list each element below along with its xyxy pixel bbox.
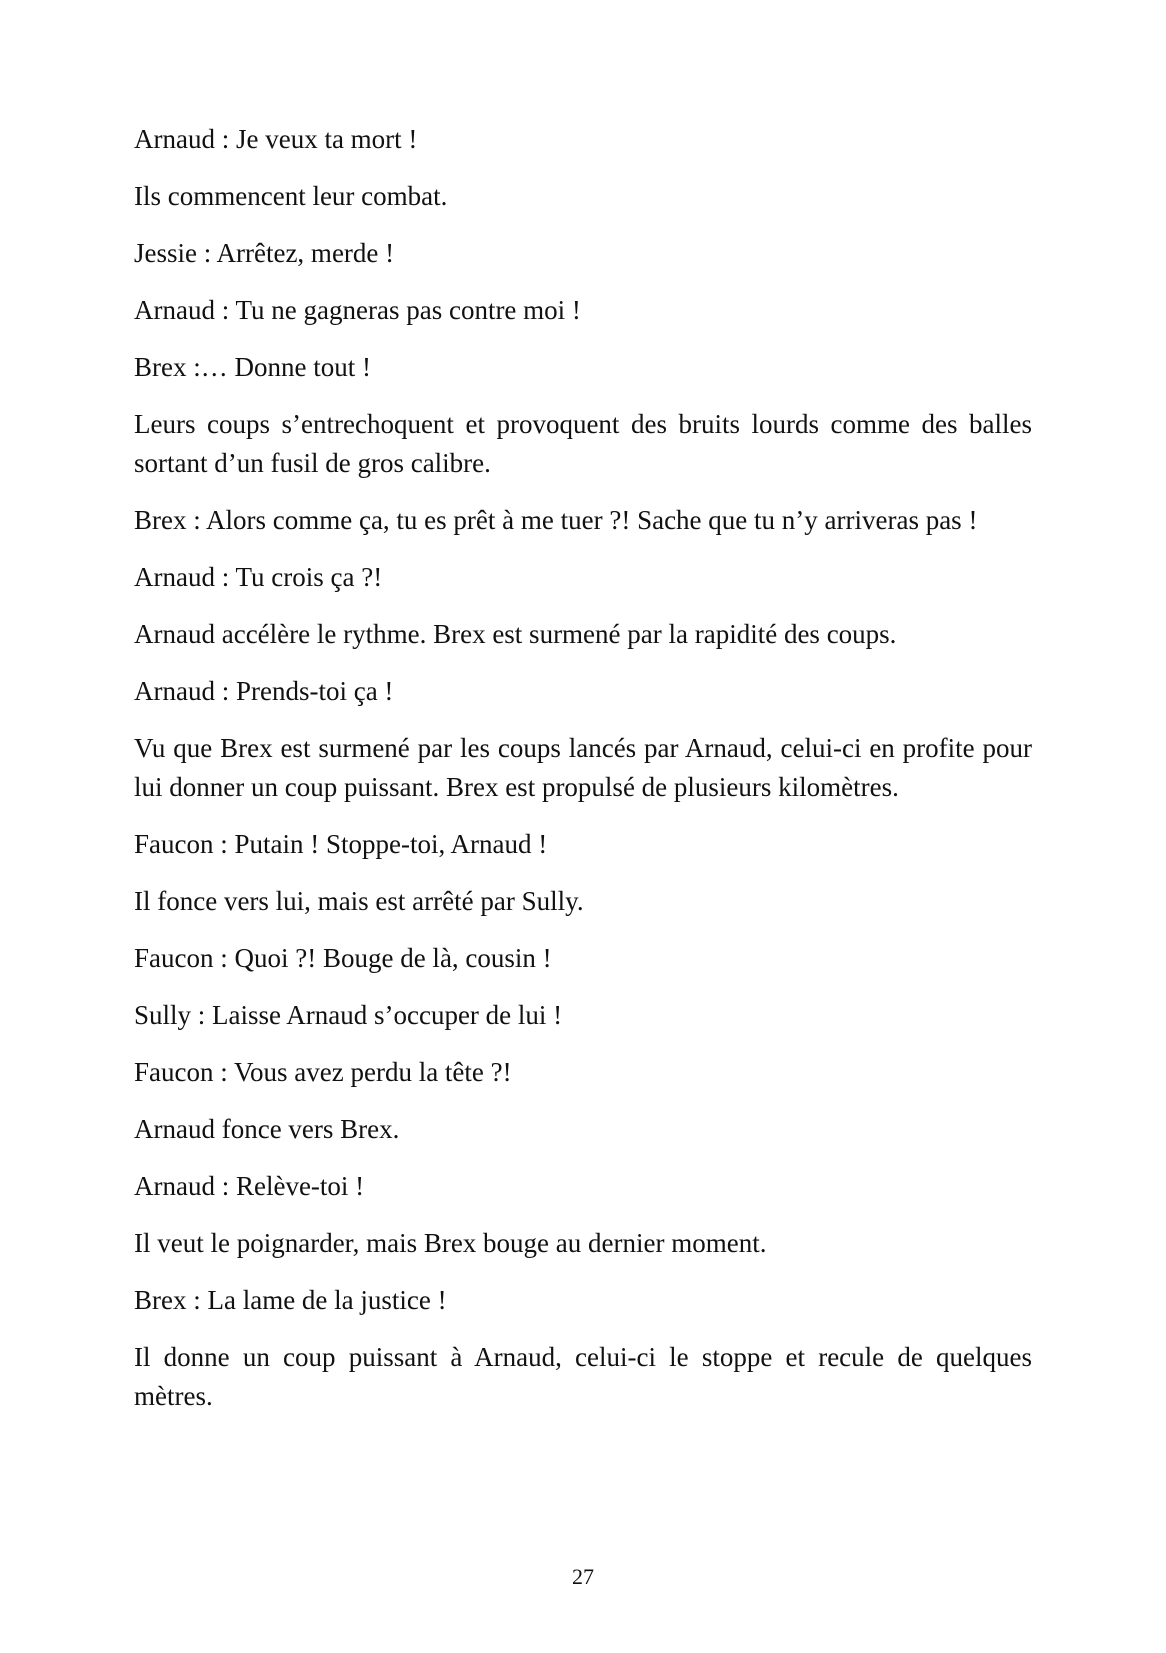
paragraph: Faucon : Putain ! Stoppe-toi, Arnaud !: [134, 829, 548, 859]
paragraph: Arnaud : Prends-toi ça !: [134, 676, 394, 706]
paragraph: Faucon : Quoi ?! Bouge de là, cousin !: [134, 943, 552, 973]
paragraph: Leurs coups s’entrechoquent et provoquent des bruits lourds comme des balles sortant d’un fusil de gros calibre.: [134, 409, 1032, 478]
paragraph: Arnaud accélère le rythme. Brex est surmené par la rapidité des coups.: [134, 619, 897, 649]
paragraph: Sully : Laisse Arnaud s’occuper de lui !: [134, 1000, 563, 1030]
paragraph: Il donne un coup puissant à Arnaud, celui-ci le stoppe et recule de quelques mètres.: [134, 1342, 1032, 1411]
paragraph: Brex : La lame de la justice !: [134, 1285, 447, 1315]
paragraph: Il fonce vers lui, mais est arrêté par Sully.: [134, 886, 584, 916]
paragraph: Arnaud fonce vers Brex.: [134, 1114, 400, 1144]
paragraph: Faucon : Vous avez perdu la tête ?!: [134, 1057, 512, 1087]
paragraph: Brex : Alors comme ça, tu es prêt à me tuer ?! Sache que tu n’y arriveras pas !: [134, 505, 978, 535]
paragraph: Brex :… Donne tout !: [134, 352, 371, 382]
paragraph: Arnaud : Tu ne gagneras pas contre moi !: [134, 295, 581, 325]
paragraph: Jessie : Arrêtez, merde !: [134, 238, 395, 268]
paragraph: Arnaud : Je veux ta mort !: [134, 124, 418, 154]
page-number: 27: [572, 1564, 594, 1589]
paragraph: Ils commencent leur combat.: [134, 181, 448, 211]
paragraph: Arnaud : Tu crois ça ?!: [134, 562, 383, 592]
paragraph: Il veut le poignarder, mais Brex bouge au dernier moment.: [134, 1228, 767, 1258]
paragraph: Vu que Brex est surmené par les coups lancés par Arnaud, celui-ci en profite pour lui donner un coup puissant. Brex est propulsé de plusieurs kilomètres.: [134, 733, 1032, 802]
paragraph: Arnaud : Relève-toi !: [134, 1171, 365, 1201]
body-text: [134, 120, 1032, 1434]
